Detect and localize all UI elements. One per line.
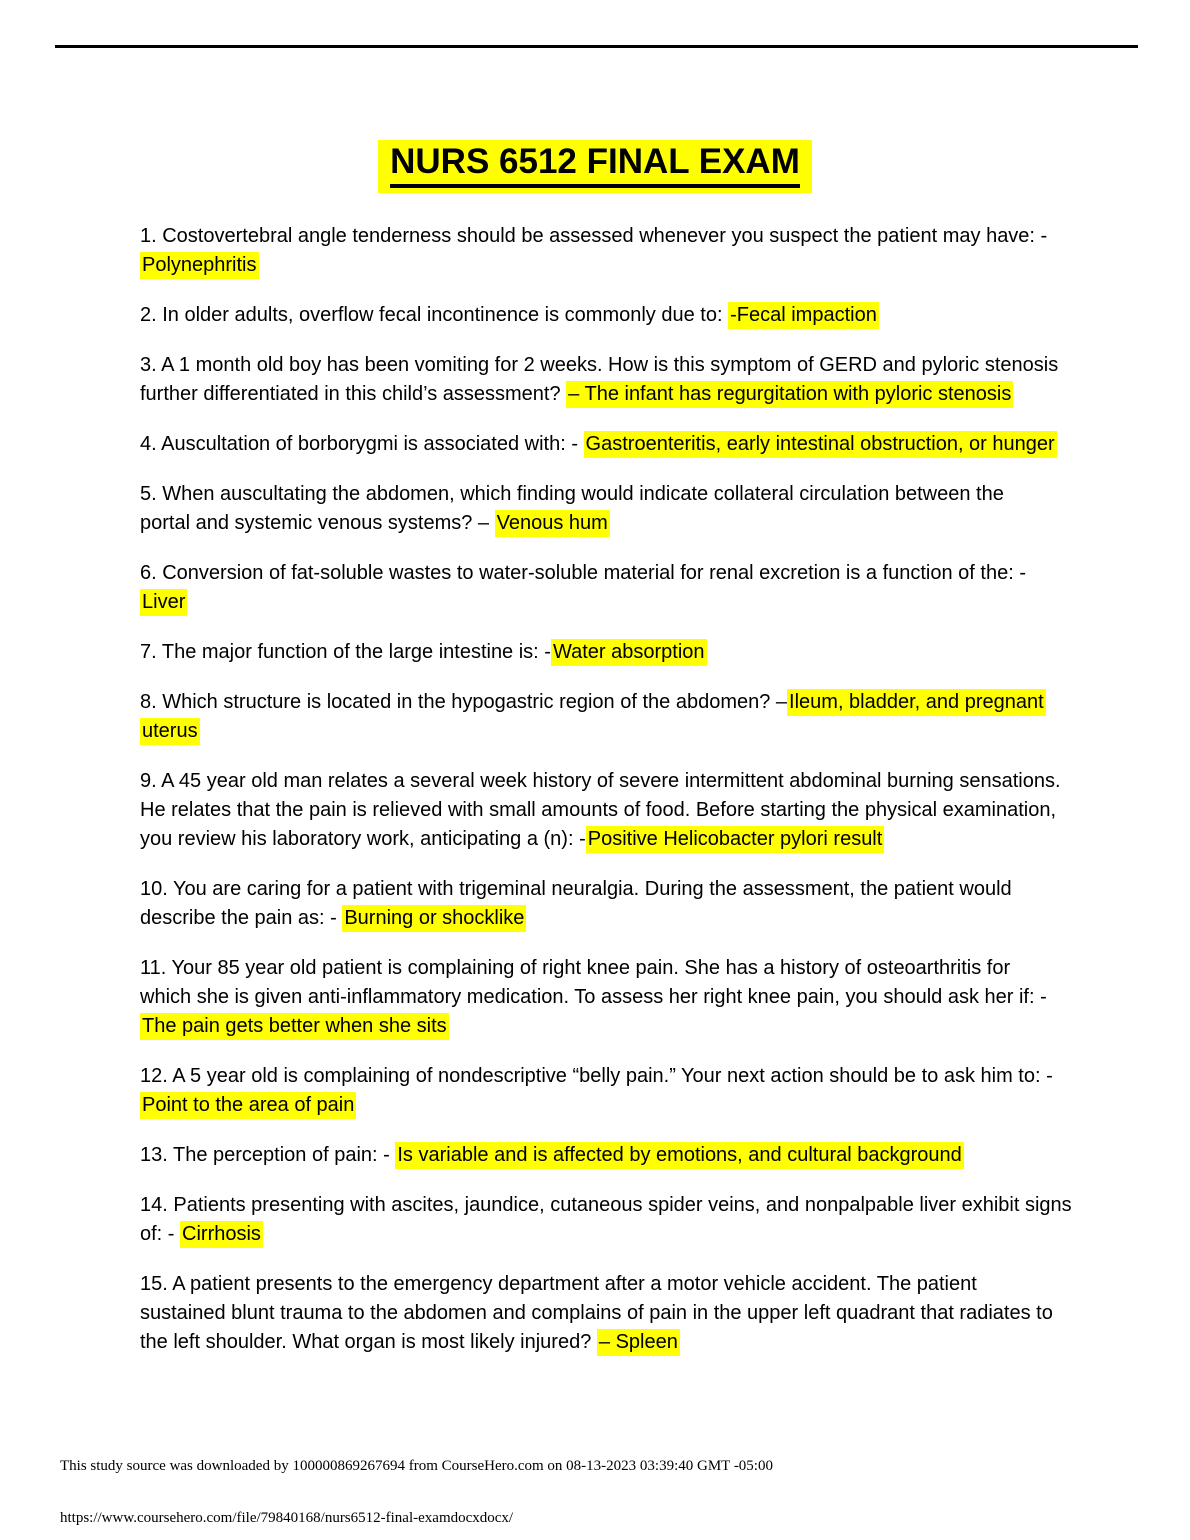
top-rule: [55, 45, 1138, 48]
question-text: 11. Your 85 year old patient is complaining of right knee pain. She has a history of osteoarthritis for: [140, 957, 1011, 979]
question-paragraph: [140, 1270, 1053, 1357]
question-text: 6. Conversion of fat-soluble wastes to water-soluble material for renal excretion is a function of the: -: [140, 562, 1026, 584]
highlighted-answer: Point to the area of pain: [140, 1092, 356, 1119]
highlighted-answer: Gastroenteritis, early intestinal obstruction, or hunger: [584, 431, 1057, 458]
question-text: portal and systemic venous systems? –: [140, 512, 495, 534]
question-text: He relates that the pain is relieved with small amounts of food. Before starting the physical examination,: [140, 799, 1057, 821]
question-text: you review his laboratory work, anticipating a (n): -: [140, 828, 586, 850]
highlighted-answer: Is variable and is affected by emotions, and cultural background: [395, 1142, 963, 1169]
question-paragraph: [140, 767, 1061, 854]
highlighted-answer: – Spleen: [597, 1329, 680, 1356]
question-text: 12. A 5 year old is complaining of nondescriptive “belly pain.” Your next action should be to ask him to: -: [140, 1065, 1053, 1087]
question-paragraph: [140, 430, 1055, 459]
question-paragraph: [140, 954, 1050, 1041]
highlighted-answer: Burning or shocklike: [342, 905, 526, 932]
question-paragraph: [140, 638, 1050, 667]
question-paragraph: [140, 1191, 1072, 1249]
question-paragraph: [140, 351, 1059, 409]
highlighted-answer: -Fecal impaction: [728, 302, 879, 329]
question-text: 1. Costovertebral angle tenderness should be assessed whenever you suspect the patient may have: -: [140, 225, 1048, 247]
highlighted-answer: Venous hum: [495, 510, 610, 537]
question-text: 5. When auscultating the abdomen, which finding would indicate collateral circulation between the: [140, 483, 1004, 505]
question-paragraph: [140, 1141, 1050, 1170]
question-text: the left shoulder. What organ is most likely injured?: [140, 1331, 597, 1353]
question-paragraph: [140, 301, 1050, 330]
highlighted-answer: The pain gets better when she sits: [140, 1013, 449, 1040]
highlighted-answer: Polynephritis: [140, 252, 259, 279]
highlighted-answer: – The infant has regurgitation with pyloric stenosis: [566, 381, 1013, 408]
highlighted-answer: uterus: [140, 718, 200, 745]
question-text: describe the pain as: -: [140, 907, 343, 929]
highlighted-answer: Liver: [140, 589, 187, 616]
question-text: 4. Auscultation of borborygmi is associated with: -: [140, 433, 584, 455]
question-paragraph: [140, 875, 1050, 933]
document-title: NURS 6512 FINAL EXAM: [390, 142, 800, 188]
question-paragraph: [140, 480, 1050, 538]
question-text: 13. The perception of pain: -: [140, 1144, 396, 1166]
question-text: further differentiated in this child’s assessment?: [140, 383, 567, 405]
title-highlight: [378, 140, 812, 193]
title-wrap: [140, 140, 1050, 193]
question-paragraph: [140, 1062, 1053, 1120]
highlighted-answer: Water absorption: [551, 639, 707, 666]
question-text: 10. You are caring for a patient with trigeminal neuralgia. During the assessment, the patient would: [140, 878, 1012, 900]
question-text: sustained blunt trauma to the abdomen and complains of pain in the upper left quadrant that radiates to: [140, 1302, 1053, 1324]
question-text: of: -: [140, 1223, 181, 1245]
highlighted-answer: Positive Helicobacter pylori result: [586, 826, 885, 853]
download-note: This study source was downloaded by 100000869267694 from CourseHero.com on 08-13-2023 03:39:40 GMT -05:00: [60, 1458, 773, 1474]
question-text: 2. In older adults, overflow fecal incontinence is commonly due to:: [140, 304, 729, 326]
questions: [140, 222, 1072, 1357]
question-paragraph: [140, 222, 1050, 280]
question-text: 15. A patient presents to the emergency department after a motor vehicle accident. The patient: [140, 1273, 977, 1295]
question-text: 9. A 45 year old man relates a several week history of severe intermittent abdominal burning sensations.: [140, 770, 1061, 792]
question-text: 3. A 1 month old boy has been vomiting for 2 weeks. How is this symptom of GERD and pyloric stenosis: [140, 354, 1059, 376]
question-text: which she is given anti-inflammatory medication. To assess her right knee pain, you should ask her if: -: [140, 986, 1047, 1008]
question-text: 7. The major function of the large intestine is: -: [140, 641, 551, 663]
highlighted-answer: Cirrhosis: [180, 1221, 263, 1248]
question-paragraph: [140, 559, 1050, 617]
question-text: 8. Which structure is located in the hypogastric region of the abdomen? –: [140, 691, 788, 713]
question-paragraph: [140, 688, 1050, 746]
highlighted-answer: Ileum, bladder, and pregnant: [787, 689, 1046, 716]
question-text: 14. Patients presenting with ascites, jaundice, cutaneous spider veins, and nonpalpable liver exhibit signs: [140, 1194, 1072, 1216]
source-url: https://www.coursehero.com/file/79840168/nurs6512-final-examdocxdocx/: [60, 1510, 514, 1526]
